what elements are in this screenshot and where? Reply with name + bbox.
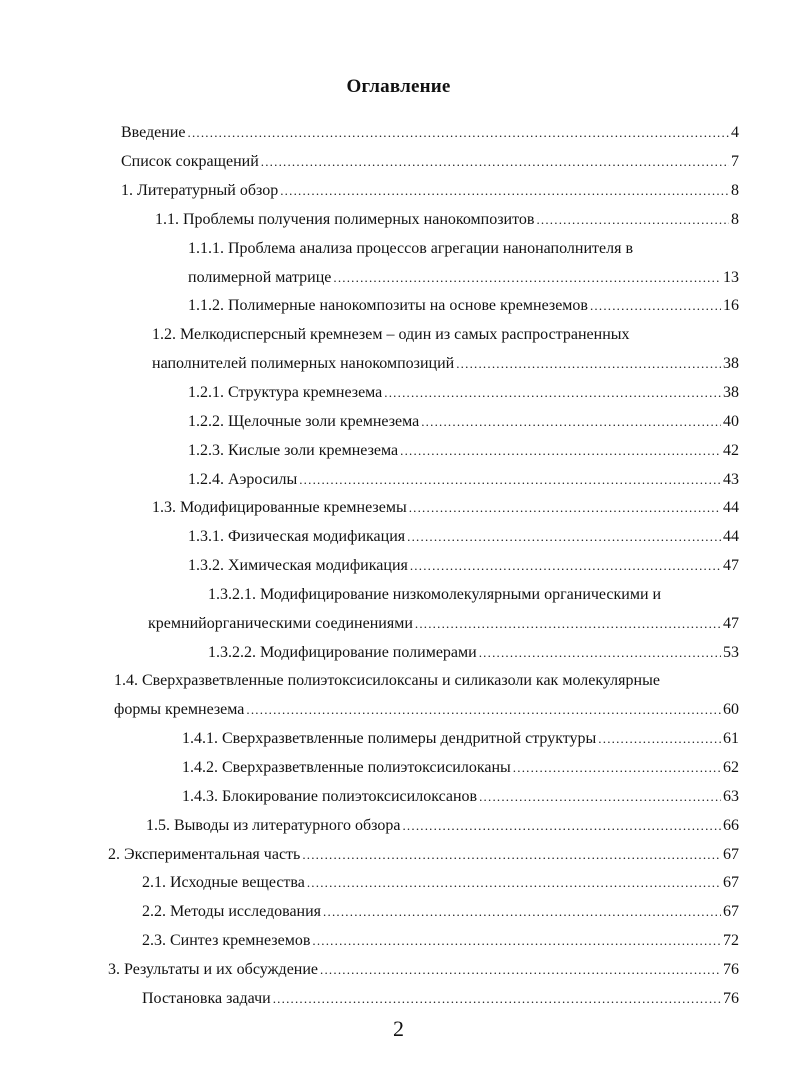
toc-entry — [108, 961, 739, 979]
toc-entry-page: 67 — [723, 846, 739, 863]
toc-entry-title: 1.2.2. Щелочные золи кремнезема — [188, 413, 420, 430]
toc-entry — [114, 701, 739, 719]
toc-entry-page: 61 — [723, 730, 739, 747]
toc-entry-page: 8 — [731, 211, 739, 228]
toc-entry-title: 1.5. Выводы из литературного обзора — [146, 817, 401, 834]
toc-entry-title: полимерной матрице — [188, 269, 332, 286]
toc-entry-title: 1.4.1. Сверхразветвленные полимеры дендритной структуры — [182, 730, 597, 747]
toc-entry-title: 1.1.1. Проблема анализа процессов агрегации нанонаполнителя в — [188, 240, 634, 257]
toc-leader — [312, 933, 721, 949]
toc-entry-page: 67 — [723, 874, 739, 891]
toc-entry — [188, 413, 739, 431]
toc-entry-title: Список сокращений — [121, 153, 259, 170]
toc-entry-title: 1.3. Модифицированные кремнеземы — [152, 499, 407, 516]
toc-leader — [415, 616, 721, 632]
toc-entry-page: 43 — [723, 471, 739, 488]
toc-entry — [121, 153, 739, 171]
toc-leader — [590, 298, 721, 314]
toc-entry-title: 1.2.1. Структура кремнезема — [188, 384, 383, 401]
toc-leader — [407, 529, 721, 545]
toc-entry — [188, 528, 739, 546]
toc-entry-page: 47 — [723, 557, 739, 574]
toc-entry-title: 2.1. Исходные вещества — [142, 874, 305, 891]
toc-entry-title: 1.2.3. Кислые золи кремнезема — [188, 442, 399, 459]
page-title: Оглавление — [346, 76, 451, 97]
page-number: 2 — [393, 1016, 404, 1041]
toc-entry-title: 1.4.3. Блокирование полиэтоксисилоксанов — [182, 788, 478, 805]
toc-entry — [121, 182, 739, 200]
toc-entry — [188, 384, 739, 402]
toc-entry — [148, 615, 739, 633]
toc-entry-title: 2.3. Синтез кремнеземов — [142, 932, 311, 949]
toc-leader — [333, 270, 721, 286]
toc-entry-page: 16 — [723, 297, 739, 314]
toc-entry-page: 8 — [731, 182, 739, 199]
toc-entry-page: 63 — [723, 788, 739, 805]
toc-entry-page: 42 — [723, 442, 739, 459]
toc-entry — [142, 990, 739, 1008]
toc-leader — [299, 472, 721, 488]
toc-entry-title: 2. Экспериментальная часть — [108, 846, 301, 863]
toc-entry-title: 1.3.2.2. Модифицирование полимерами — [208, 644, 477, 661]
toc-entry-page: 76 — [723, 961, 739, 978]
toc-entry-page: 44 — [723, 499, 739, 516]
toc-entry-title: 1.2. Мелкодисперсный кремнезем – один из самых распространенных — [152, 326, 630, 343]
toc-entry-title: 1.3.2. Химическая модификация — [188, 557, 408, 574]
toc-entry-title: 1.1. Проблемы получения полимерных нанокомпозитов — [155, 211, 535, 228]
toc-entry-page: 40 — [723, 413, 739, 430]
toc-entry-page: 44 — [723, 528, 739, 545]
toc-entry-page: 60 — [723, 701, 739, 718]
toc-leader — [402, 818, 721, 834]
toc-entry-page: 67 — [723, 903, 739, 920]
toc-entry-title: 1.4.2. Сверхразветвленные полиэтоксисилоканы — [182, 759, 511, 776]
toc-entry — [182, 730, 739, 748]
toc-leader — [246, 702, 721, 718]
toc-leader — [323, 904, 721, 920]
toc-entry — [155, 211, 739, 229]
toc-leader — [280, 183, 729, 199]
toc-entry-page: 66 — [723, 817, 739, 834]
toc-leader — [384, 385, 721, 401]
toc-entry-page: 4 — [731, 124, 739, 141]
toc-leader — [261, 154, 729, 170]
toc-leader — [307, 875, 721, 891]
toc-leader — [188, 125, 730, 141]
toc-entry-title: кремнийорганическими соединениями — [148, 615, 413, 632]
toc-entry — [142, 903, 739, 921]
toc-entry — [142, 874, 739, 892]
toc-entry — [108, 846, 739, 864]
toc-leader — [536, 212, 729, 228]
toc-entry — [142, 932, 739, 950]
toc-entry — [188, 442, 739, 460]
toc-entry-page: 76 — [723, 990, 739, 1007]
toc-entry-title: 1.2.4. Аэросилы — [188, 471, 298, 488]
toc-entry-page: 38 — [723, 384, 739, 401]
toc-leader — [513, 760, 721, 776]
toc-entry — [188, 269, 739, 287]
toc-entry — [146, 817, 739, 835]
toc-entry-title: 2.2. Методы исследования — [142, 903, 322, 920]
toc-entry — [188, 557, 739, 575]
toc-entry-title: наполнителей полимерных нанокомпозиций — [152, 355, 455, 372]
toc-entry-title: 3. Результаты и их обсуждение — [108, 961, 319, 978]
toc-entry-title: Постановка задачи — [142, 990, 271, 1007]
toc-leader — [456, 356, 721, 372]
toc-leader — [273, 991, 721, 1007]
toc-entry-title: 1. Литературный обзор — [121, 182, 279, 199]
toc-entry-title: 1.3.1. Физическая модификация — [188, 528, 406, 545]
toc-leader — [421, 414, 721, 430]
toc-entry-page: 38 — [723, 355, 739, 372]
toc-leader — [479, 789, 721, 805]
toc-entry-title: 1.3.2.1. Модифицирование низкомолекулярными органическими и — [208, 586, 662, 603]
toc-leader — [479, 645, 721, 661]
toc-entry-page: 53 — [723, 644, 739, 661]
toc-entry-page: 7 — [731, 153, 739, 170]
toc-entry-title: 1.4. Сверхразветвленные полиэтоксисилоксаны и силиказоли как молекулярные — [114, 672, 660, 689]
toc-entry — [188, 471, 739, 489]
toc-leader — [302, 847, 721, 863]
toc-entry — [121, 124, 739, 142]
toc-entry — [152, 355, 739, 373]
toc-leader — [410, 558, 721, 574]
toc-entry-page: 62 — [723, 759, 739, 776]
toc-leader — [400, 443, 721, 459]
toc-entry-page: 13 — [723, 269, 739, 286]
toc-entry — [182, 759, 739, 777]
toc-leader — [320, 962, 721, 978]
toc-leader — [598, 731, 721, 747]
toc-entry-title: формы кремнезема — [114, 701, 245, 718]
toc-entry-page: 47 — [723, 615, 739, 632]
toc-entry-page: 72 — [723, 932, 739, 949]
toc-entry — [152, 499, 739, 517]
toc-entry-title: 1.1.2. Полимерные нанокомпозиты на основе кремнеземов — [188, 297, 588, 314]
toc-entry — [208, 644, 739, 662]
toc-leader — [409, 500, 721, 516]
toc-entry-title: Введение — [121, 124, 186, 141]
toc-entry — [182, 788, 739, 806]
toc-entry — [188, 297, 739, 315]
